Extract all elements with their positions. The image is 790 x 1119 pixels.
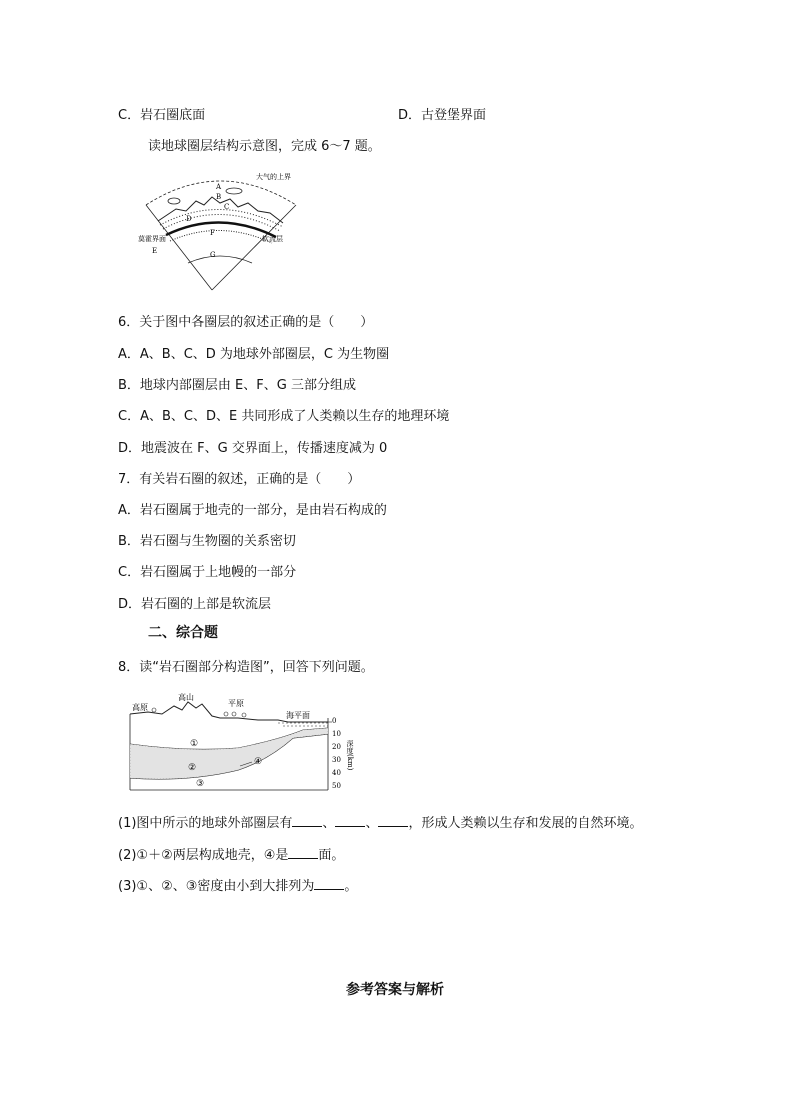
label-D: D [186, 215, 192, 223]
depth-tick-10: 10 [332, 730, 341, 738]
option-d: D．古登堡界面 [398, 108, 487, 123]
q8-sub2-blank[interactable] [288, 846, 318, 859]
q7-option-c: C．岩石圈属于上地幔的一部分 [118, 565, 297, 580]
q8-sub3-text-b: 。 [344, 879, 358, 894]
q7-option-b: B．岩石圈与生物圈的关系密切 [118, 534, 296, 549]
q8-sub3-blank[interactable] [314, 877, 344, 890]
label-B: B [216, 193, 222, 201]
label-sea-level: 海平面 [286, 711, 310, 720]
q8-sub2-text-b: 面。 [318, 848, 345, 863]
q6-option-b: B．地球内部圈层由 E、F、G 三部分组成 [118, 378, 356, 393]
label-mountain: 高山 [178, 693, 194, 702]
q8-sub1-blank-1[interactable] [292, 814, 322, 827]
section-heading: 二、综合题 [148, 625, 218, 641]
q8-sub3 [118, 875, 357, 894]
label-upper-boundary: 大气的上界 [256, 173, 291, 181]
q6-option-c: C．A、B、C、D、E 共同形成了人类赖以生存的地理环境 [118, 409, 450, 424]
q8-sub2-text-a: (2)①＋②两层构成地壳，④是 [118, 848, 289, 863]
q8-sub2 [118, 844, 344, 863]
depth-tick-0: 0 [332, 717, 337, 725]
q6-option-d: D．地震波在 F、G 交界面上，传播速度减为 0 [118, 441, 388, 456]
label-moho: 莫霍界面 [138, 235, 166, 243]
answer-title: 参考答案与解析 [346, 982, 444, 998]
q8-stem: 8．读“岩石圈部分构造图”，回答下列问题。 [118, 660, 374, 675]
q8-sub1-blank-3[interactable] [378, 814, 408, 827]
q8-sub1-text-a: (1)图中所示的地球外部圈层有 [118, 816, 293, 831]
q6-option-a: A．A、B、C、D 为地球外部圈层，C 为生物圈 [118, 347, 390, 362]
label-boundary-4: ④ [254, 757, 263, 767]
label-C: C [224, 203, 230, 211]
q7-stem: 7．有关岩石圈的叙述，正确的是（ ） [118, 472, 361, 487]
q8-sub1 [118, 812, 642, 831]
q8-sub1-text-b: ，形成人类赖以生存和发展的自然环境。 [408, 816, 643, 831]
label-plain: 平原 [228, 699, 244, 708]
label-asthenosphere: 软流层 [262, 235, 283, 243]
q8-sub1-sep-1: 、 [322, 816, 336, 831]
depth-tick-50: 50 [332, 782, 341, 790]
q8-sub1-sep-2: 、 [365, 816, 379, 831]
label-layer-3: ③ [196, 779, 205, 789]
option-c: C．岩石圈底面 [118, 108, 206, 123]
lithosphere-figure [128, 690, 358, 794]
label-plateau: 高原 [132, 703, 148, 712]
depth-tick-30: 30 [332, 756, 341, 764]
label-G: G [210, 251, 216, 259]
depth-tick-20: 20 [332, 743, 341, 751]
label-F: F [210, 229, 215, 237]
intro-text: 读地球圈层结构示意图，完成 6～7 题。 [148, 139, 381, 154]
q6-stem: 6．关于图中各圈层的叙述正确的是（ ） [118, 315, 374, 330]
label-layer-1: ① [190, 739, 199, 749]
earth-structure-figure [138, 165, 303, 293]
label-layer-2: ② [188, 763, 197, 773]
q7-option-a: A．岩石圈属于地壳的一部分，是由岩石构成的 [118, 503, 387, 518]
label-E: E [152, 247, 158, 255]
q8-sub1-blank-2[interactable] [335, 814, 365, 827]
label-A: A [216, 183, 222, 191]
q7-option-d: D．岩石圈的上部是软流层 [118, 597, 272, 612]
depth-tick-40: 40 [332, 769, 341, 777]
q8-sub3-text-a: (3)①、②、③密度由小到大排列为 [118, 879, 315, 894]
depth-axis-label: 深度(km) [346, 740, 354, 771]
